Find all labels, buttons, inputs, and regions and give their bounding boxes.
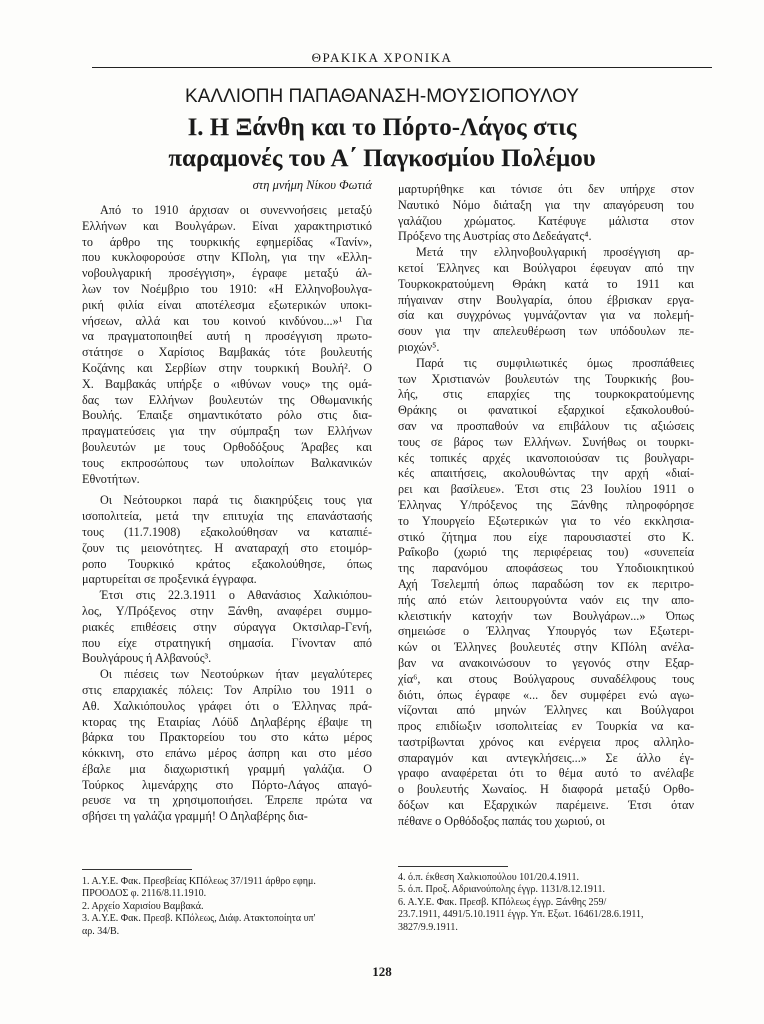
text-line: κόκκινη, στο επάνω μέρος άσπρη και στο μέσο xyxy=(82,746,372,761)
text-line: μαρτυρήθηκε και τόνισε ότι δεν υπήρχε στον xyxy=(398,182,694,196)
text-line: σουν για την απελευθέρωση των υπόδουλων πε- xyxy=(398,324,694,339)
footnote-line: ΠΡΟΟΔΟΣ φ. 2116/8.11.1910. xyxy=(82,888,207,900)
footnote-line: 3827/9.9.1911. xyxy=(398,921,458,933)
text-line: ρική φιλία είναι αποτέλεσμα εξωτερικών υποκι- xyxy=(82,297,372,312)
text-line: Έτσι στις 22.3.1911 ο Αθανάσιος Χαλκιόπου- xyxy=(100,588,372,603)
text-line: σβήσει τη γαλάζια γραμμή! Ο Δηλαβέρης δια- xyxy=(82,809,308,824)
text-line: της παρανόμου αποφάσεως του Υποδιοικητικού xyxy=(398,561,694,576)
text-line: νοβουλγαρική προσέγγιση», έγραφε μεταξύ άλ- xyxy=(82,266,372,281)
text-line: να πραγματοποιηθεί αυτή η προσέγγιση πρωτο- xyxy=(82,329,372,344)
text-line: βαν να ανακοινώσουν το γεγονός στην Εξαρ- xyxy=(398,655,694,670)
text-line: γραφο αναφέρεται ότι το θέμα αυτό το ανέλαβε xyxy=(398,766,694,781)
footnote-line: 2. Αρχείο Χαρισίου Βαμβακά. xyxy=(82,900,204,912)
text-line: ρει και βασίλευε». Έτσι στις 23 Ιουλίου 1911 ο xyxy=(398,482,694,497)
text-line: Τούρκος λιμενάρχης στο Πόρτο-Λάγος απαγό- xyxy=(82,777,372,792)
text-line: κές τοπικές αρχές ικανοποιούσαν τις βουλγαρι- xyxy=(398,450,694,465)
text-line: χία⁶, και στους Βούλγαρους συναδέλφους τους xyxy=(398,671,694,686)
footnotes-left xyxy=(82,876,372,938)
text-line: κετοί Έλληνες και Βούλγαροι έφευγαν από την xyxy=(398,260,694,275)
text-line: γαλάζιου χρώματος. Κατέφυγε μάλιστα στον xyxy=(398,213,694,228)
text-line: στις επαρχιακές πόλεις: Τον Απρίλιο του 1911 ο xyxy=(82,682,372,697)
running-header: ΘΡΑΚΙΚΑ ΧΡΟΝΙΚΑ xyxy=(311,50,453,65)
text-line: πέθανε ο Ορθόδοξος παπάς του χωριού, οι xyxy=(398,813,606,828)
text-line: των Χριστιανών βουλευτών της Τουρκικής βου- xyxy=(398,371,694,386)
text-line: μαρτυρείται σε προξενικά έγγραφα. xyxy=(82,572,257,587)
text-line: ταστρίβωνται χρόνος και ενέργεια προς αλληλο- xyxy=(398,734,694,749)
text-line: Ραΐκοβο (χωριό της περιφέρειας του) «συνεπεία xyxy=(398,545,694,560)
text-line: λος, Υ/Πρόξενος στην Ξάνθη, αναφέρει συμμο- xyxy=(82,603,372,618)
text-line: Πρόξενο της Αυστρίας στο Δεδεάγατς⁴. xyxy=(398,229,592,244)
footnote-line: 1. Α.Υ.Ε. Φακ. Πρεσβείας ΚΠόλεως 37/1911 άρθρο εφημ. xyxy=(82,876,316,887)
text-line: ο βουλευτής Χωναίος. Η διαφορά μεταξύ Ορθο- xyxy=(398,782,694,797)
text-line: σαν να προσπαθούν να επιβάλουν τις αξιώσεις xyxy=(398,418,694,433)
text-line: Ελλήνων και Βουλγάρων. Είναι χαρακτηριστικό xyxy=(82,218,372,233)
text-line: βουλευτών με τους Ορθοδόξους Άραβες και xyxy=(82,439,372,454)
text-line: πήγαιναν στην Βουλγαρία, όπου έβρισκαν εργα- xyxy=(398,292,694,307)
body-column-right xyxy=(398,182,694,830)
article-author: ΚΑΛΛΙΟΠΗ ΠΑΠΑΘΑΝΑΣΗ-ΜΟΥΣΙΟΠΟΥΛΟΥ xyxy=(185,86,579,107)
text-line: στάτησε ο Χαρίσιος Βαμβακάς τότε βουλευτής xyxy=(82,345,372,360)
text-line: νήσεων, αλλά και του κοινού κινδύνου...»¹ Για xyxy=(82,313,372,328)
text-line: κτορας της Εταιρίας Λόϋδ Δηλαβέρης έβαψε τη xyxy=(82,714,372,729)
text-line: Αχή Τσελεμπή όπως παραδώση τον εκ περιτρο- xyxy=(398,576,694,591)
footnotes-right xyxy=(398,872,698,934)
text-line: κών οι Έλληνες βουλευτές στην ΚΠόλη ανέλα- xyxy=(398,640,694,655)
article-title-line: Ι. Η Ξάνθη και το Πόρτο-Λάγος στις xyxy=(187,114,577,141)
dedication: στη μνήμη Νίκου Φωτιά xyxy=(252,178,372,192)
footnote-line: 5. ό.π. Προξ. Αδριανούπολης έγγρ. 1131/8.12.1911. xyxy=(398,884,606,896)
text-line: Αθ. Χαλκιόπουλος γράφει ότι ο Έλληνας πρά- xyxy=(82,698,372,713)
text-line: Μετά την ελληνοβουλγαρική προσέγγιση αρ- xyxy=(416,245,694,260)
text-line: το άρθρο της τουρκικής εφημερίδας «Τανίν», xyxy=(82,234,372,249)
text-line: Οι πιέσεις των Νεοτούρκων ήταν μεγαλύτερες xyxy=(100,667,372,682)
footnote-line: 23.7.1911, 4491/5.10.1911 έγγρ. Υπ. Εξωτ. 16461/28.6.1911, xyxy=(398,909,644,921)
text-line: που είχε στρατηγική σημασία. Γίνονταν από xyxy=(82,635,372,650)
body-column-left xyxy=(82,203,372,825)
text-line: Τουρκοκρατούμενη Θράκη κατά το 1911 και xyxy=(398,276,694,291)
text-line: Έλληνας Υ/πρόξενος της Ξάνθης πληροφόρησε xyxy=(398,497,694,512)
text-line: ισοπολιτεία, μετά την επιτυχία της επανάστασής xyxy=(82,509,372,524)
text-line: Από το 1910 άρχισαν οι συνεννοήσεις μεταξύ xyxy=(100,203,372,217)
text-line: σία και συγχρόνως γυμνάζονταν για να πολεμή- xyxy=(398,308,694,323)
footnote-rule-right xyxy=(398,866,508,867)
text-line: Βουλής. Έπαιξε σημαντικότατο ρόλο στις δια- xyxy=(82,408,372,423)
text-line: τους (11.7.1908) εξακολούθησαν να καταπιέ- xyxy=(82,524,372,539)
text-line: σπαραγμόν και αντεγκλήσεις...» Σε άλλο έγ- xyxy=(398,750,694,765)
article-title-line: παραμονές του Α΄ Παγκοσμίου Πολέμου xyxy=(168,145,596,172)
text-line: που κυκλοφορούσε στην ΚΠολη, για την «Ελλη- xyxy=(82,250,372,265)
footnote-line: 6. Α.Υ.Ε. Φακ. Πρεσβ. ΚΠόλεως έγγρ. Ξάνθης 259/ xyxy=(398,896,607,908)
page-number: 128 xyxy=(372,964,392,979)
text-line: τους σε βάρος των Ελλήνων. Συνήθως οι τουρκι- xyxy=(398,434,694,449)
footnote-line: αρ. 34/Β. xyxy=(82,925,120,937)
text-line: Ναυτικό Νόμο διάταξη για την απαγόρευση του xyxy=(398,197,694,212)
text-line: Βουλγάρους ή Αλβανούς³. xyxy=(82,651,212,666)
text-line: λων τον Νοέμβριο του 1910: «Η Ελληνοβουλγα- xyxy=(82,281,372,296)
text-line: νίζονται από μηνών Έλληνες και Βούλγαροι xyxy=(398,703,694,718)
text-line: ριακές επιθέσεις στην σύραγγα Οκτσιλαρ-Γενή, xyxy=(82,619,372,634)
text-line: ριοχών⁵. xyxy=(398,339,440,354)
text-line: στικό ζήτημα που είχε παρουσιαστεί στο Κ. xyxy=(398,529,694,544)
text-line: Οι Νεότουρκοι παρά τις διακηρύξεις τους για xyxy=(100,493,372,508)
text-line: βάρκα του Πρακτορείου του στο κάτω μέρος xyxy=(82,730,372,745)
text-line: Θράκης οι φανατικοί εξαρχικοί εξακολουθού- xyxy=(398,403,694,418)
text-line: ζουν τις μειονότητες. Η αναταραχή στο ετοιμόρ- xyxy=(82,540,372,555)
header-rule xyxy=(92,67,712,68)
text-line: δας των Ελλήνων βουλευτών της Οθωμανικής xyxy=(82,392,372,407)
text-line: πραγματεύσεις για την σύμπραξη των Ελλήνων xyxy=(82,424,372,439)
text-line: το Υπουργείο Εξωτερικών για το νέο εκκλησια- xyxy=(398,513,694,528)
text-line: πής από ετών λειτουργούντα ναόν εις την απο- xyxy=(398,592,694,607)
text-line: προς επιδίωξιν ισοπολιτείας εν Τουρκία να κα- xyxy=(398,719,694,734)
text-line: Παρά τις συμφιλιωτικές όμως προσπάθειες xyxy=(416,355,694,370)
text-line: διότι, όπως έγραφε «... δεν συμφέρει ενώ αγω- xyxy=(398,687,694,702)
text-line: λής, στις επαρχίες της τουρκοκρατούμενης xyxy=(398,387,694,402)
footnote-line: 4. ό.π. έκθεση Χαλκιοπούλου 101/20.4.1911. xyxy=(398,872,580,883)
text-line: τους εκπροσώπους των υπολοίπων Βαλκανικών xyxy=(82,455,372,470)
text-line: Κοζάνης και Σερβίων στην τουρκική Βουλή². Ο xyxy=(82,360,372,375)
text-line: σημειώσε ο Έλληνας Υπουργός των Εξωτερι- xyxy=(398,624,694,639)
text-line: κλειστικήν κατοχήν των Βουλγάρων...» Όπως xyxy=(398,608,694,623)
text-line: Εθνοτήτων. xyxy=(82,471,140,486)
footnote-rule-left xyxy=(82,869,192,870)
footnote-line: 3. Α.Υ.Ε. Φακ. Πρεσβ. ΚΠόλεως, Διάφ. Ατακτοποίητα υπ' xyxy=(82,913,316,925)
text-line: ροπο Τουρκικό κράτος εξακολούθησε, όπως xyxy=(82,556,372,571)
text-line: ρευσε να τη χρησιμοποιήσει. Έπρεπε πρώτα να xyxy=(82,793,372,808)
text-line: έβαλε μια διαχωριστική γραμμή γαλάζια. Ο xyxy=(82,761,372,776)
text-line: Χ. Βαμβακάς υπήρξε ο «ιθύνων νους» της ομά- xyxy=(82,376,372,391)
article-title xyxy=(0,112,764,174)
text-line: κές απαιτήσεις, ακολουθώντας την αρχή «διαί- xyxy=(398,466,694,481)
text-line: δόξων και Εξαρχικών παρέμεινε. Έτσι όταν xyxy=(398,798,694,813)
